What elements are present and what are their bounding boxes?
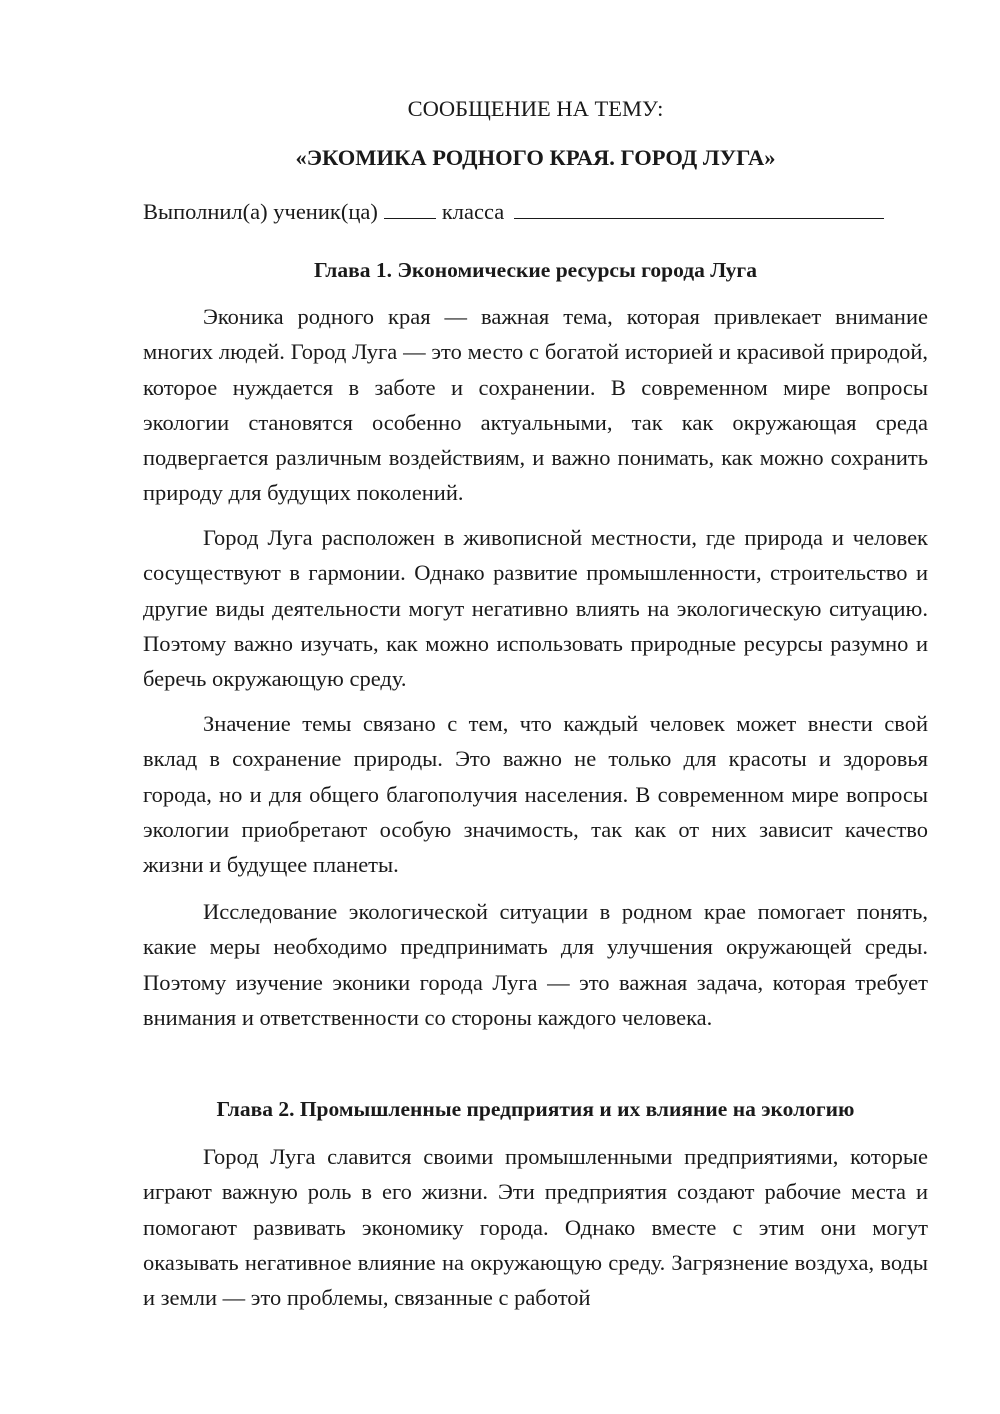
chapter-1-paragraph-4: Исследование экологической ситуации в родном крае помогает понять, какие меры необходимо предпринимать для улучшения окружающей среды. Поэтому изучение эконики города Луга — это важная задача, которая требует внимания и ответственности со стороны каждого человека. [143,899,928,1030]
chapter-2-heading: Глава 2. Промышленные предприятия и их влияние на экологию [216,1097,855,1121]
chapter-1-paragraph-3: Значение темы связано с тем, что каждый человек может внести свой вклад в сохранение природы. Это важно не только для красоты и здоровья города, но и для общего благополучия населения. В современном мире вопросы экологии приобретают особую значимость, так как от них зависит качество жизни и будущее планеты. [143,711,928,878]
chapter-1-paragraph-2: Город Луга расположен в живописной местности, где природа и человек сосуществуют в гармонии. Однако развитие промышленности, строительство и другие виды деятельности могут негативно влиять на экологическую ситуацию. Поэтому важно изучать, как можно использовать природные ресурсы разумно и беречь окружающую среду. [143,525,928,692]
grade-blank-field [384,198,436,219]
chapter-1-paragraph-1: Эконика родного края — важная тема, которая привлекает внимание многих людей. Город Луга — это место с богатой историей и красивой природой, которое нуждается в заботе и сохранении. В современном мире вопросы экологии становятся особенно актуальными, так как окружающая среда подвергается различным воздействиям, и важно понимать, как можно сохранить природу для будущих поколений. [143,304,928,506]
class-label: класса [441,199,505,224]
author-line [143,197,928,227]
author-prefix: Выполнил(а) ученик(ца) [143,199,378,224]
chapter-2-paragraph-1: Город Луга славится своими промышленными предприятиями, которые играют важную роль в его жизни. Эти предприятия создают рабочие места и помогают развивать экономику города. Однако вместе с этим они могут оказывать негативное влияние на окружающую среду. Загрязнение воздуха, воды и земли — это проблемы, связанные с работой [143,1144,928,1311]
document-title-line-2: «ЭКОМИКА РОДНОГО КРАЯ. ГОРОД ЛУГА» [295,145,776,170]
document-title-line-1: СООБЩЕНИЕ НА ТЕМУ: [407,96,664,121]
name-blank-field [514,198,884,219]
chapter-1-heading: Глава 1. Экономические ресурсы города Луга [314,258,757,282]
